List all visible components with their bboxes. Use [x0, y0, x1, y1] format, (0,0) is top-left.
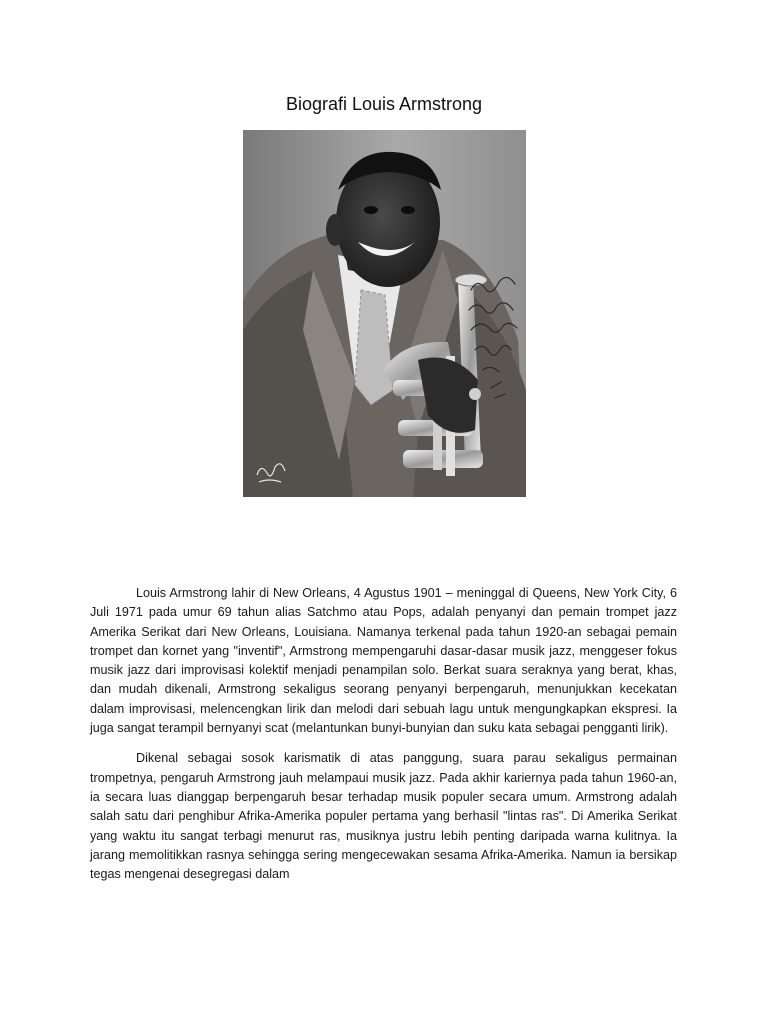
page-title: Biografi Louis Armstrong	[285, 94, 483, 114]
biography-body	[90, 584, 677, 895]
portrait-photo	[243, 130, 526, 497]
paragraph: Louis Armstrong lahir di New Orleans, 4 Agustus 1901 – meninggal di Queens, New York City, 6 Juli 1971 pada umur 69 tahun alias Satchmo atau Pops, adalah penyanyi dan pemain trompet jazz Amerika Serikat dari New Orleans, Louisiana. Namanya terkenal pada tahun 1920-an sebagai pemain trompet dan kornet yang "inventif", Armstrong mempengaruhi dasar-dasar musik jazz, menggeser fokus musik jazz dari improvisasi kolektif menjadi penampilan solo. Berkat suara seraknya yang berat, khas, dan mudah dikenali, Armstrong sekaligus seorang penyanyi berpengaruh, menunjukkan kecekatan dalam improvisasi, melencengkan lirik dan melodi dari sebuah lagu untuk mengungkapkan ekspresi. Ia juga sangat terampil bernyanyi scat (melantunkan bunyi-bunyian dan suku kata sebagai pengganti lirik).	[90, 586, 677, 736]
portrait-image	[243, 130, 526, 497]
paragraph: Dikenal sebagai sosok karismatik di atas panggung, suara parau sekaligus permainan trompetnya, pengaruh Armstrong jauh melampaui musik jazz. Pada akhir kariernya pada tahun 1960-an, ia secara luas dianggap berpengaruh besar terhadap musik populer secara umum. Armstrong adalah salah satu dari penghibur Afrika-Amerika populer pertama yang berhasil "lintas ras". Di Amerika Serikat yang waktu itu sangat terbagi menurut ras, musiknya justru lebih penting daripada warna kulitnya. Ia jarang memolitikkan rasnya sehingga sering mengecewakan sesama Afrika-Amerika. Namun ia bersikap tegas mengenai desegregasi dalam	[90, 751, 677, 882]
